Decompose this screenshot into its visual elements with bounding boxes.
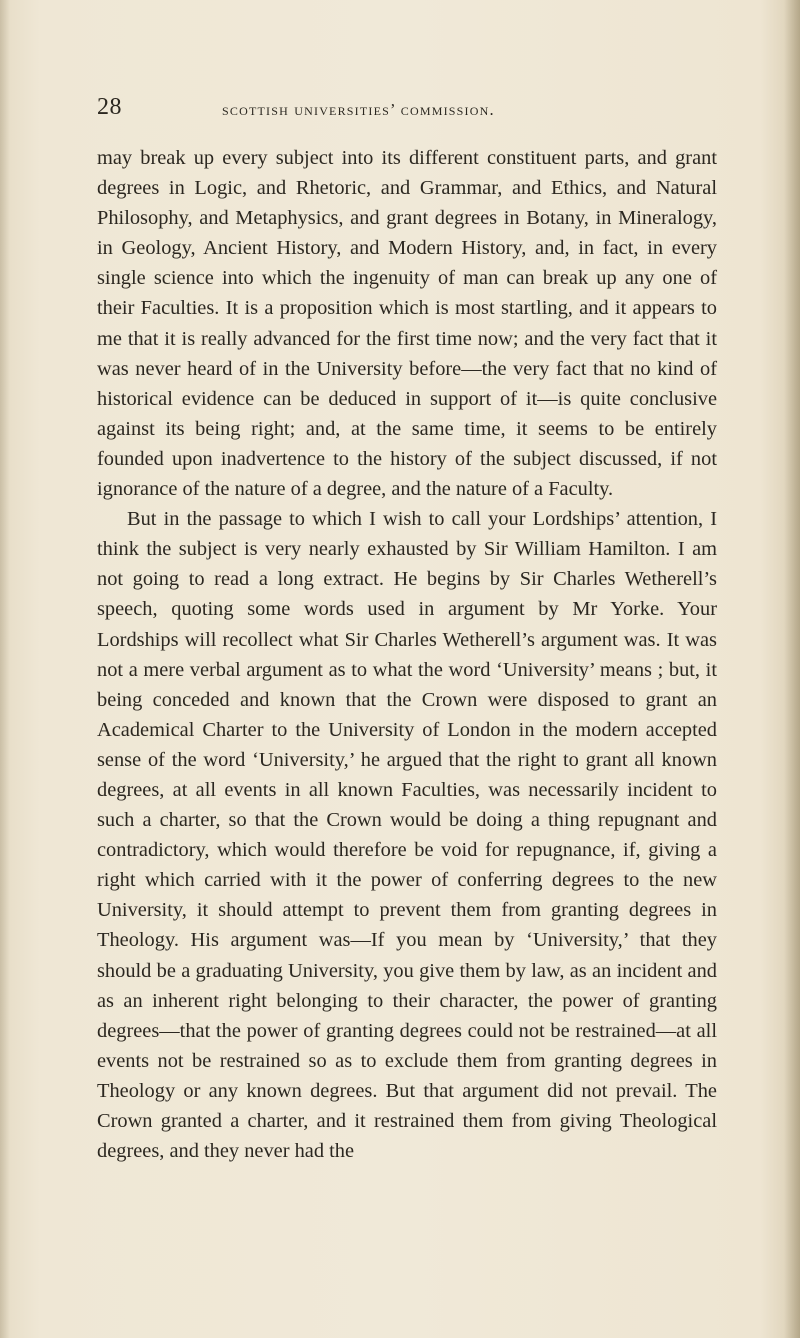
running-head: scottish universities’ commission. bbox=[222, 100, 495, 119]
page-header bbox=[97, 94, 717, 128]
page-edge-left bbox=[0, 0, 10, 1338]
body-text bbox=[97, 143, 717, 1166]
paragraph-2: But in the passage to which I wish to call your Lordships’ attention, I think the subject is very nearly exhausted by Sir William Hamilton. I am not going to read a long extract. He begins by Sir Charles Wetherell’s speech, quoting some words used in argument by Mr Yorke. Your Lordships will recollect what Sir Charles Wetherell’s argument was. It was not a mere verbal argument as to what the word ‘University’ means ; but, it being conceded and known that the Crown were disposed to grant an Academical Charter to the University of London in the modern accepted sense of the word ‘University,’ he argued that the right to grant all known degrees, at all events in all known Faculties, was necessarily incident to such a charter, so that the Crown would be doing a thing repugnant and contradictory, which would therefore be void for repugnance, if, giving a right which carried with it the power of conferring degrees to the new University, it should attempt to prevent them from granting degrees in Theology. His argument was—If you mean by ‘University,’ that they should be a graduating University, you give them by law, as an incident and as an inherent right belonging to their character, the power of granting degrees—that the power of granting degrees could not be restrained—at all events not be restrained so as to exclude them from granting degrees in Theology or any known degrees. But that argument did not prevail. The Crown granted a charter, and it restrained them from giving Theological degrees, and they never had the bbox=[97, 508, 717, 1163]
page-number: 28 bbox=[97, 94, 122, 120]
paragraph-1: may break up every subject into its different constituent parts, and grant degrees in Logic, and Rhetoric, and Grammar, and Ethics, and Natural Philosophy, and Metaphysics, and grant degrees in Botany, in Mineralogy, in Geology, Ancient History, and Modern History, and, in fact, in every single science into which the ingenuity of man can break up any one of their Faculties. It is a proposition which is most startling, and it appears to me that it is really advanced for the first time now; and the very fact that it was never heard of in the University before—the very fact that no kind of historical evidence can be deduced in support of it—is quite conclusive against its being right; and, at the same time, it seems to be entirely founded upon inadvertence to the history of the subject discussed, if not ignorance of the nature of a degree, and the nature of a Faculty. bbox=[97, 147, 717, 501]
page-edge-right bbox=[784, 0, 800, 1338]
